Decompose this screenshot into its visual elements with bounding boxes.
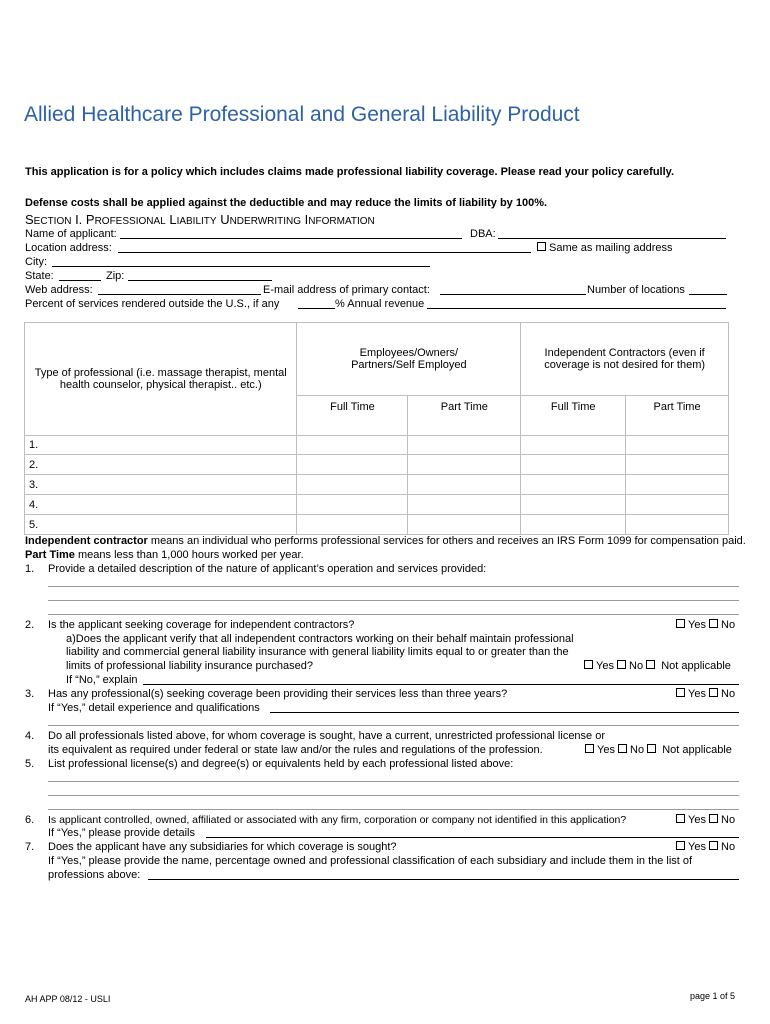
emp-full-time-header: Full Time: [297, 396, 408, 436]
table-cell[interactable]: [626, 515, 729, 535]
type-header: Type of professional (i.e. massage therapist, mental health counselor, physical therapist.. etc.): [25, 323, 297, 436]
table-cell[interactable]: [297, 436, 408, 455]
table-cell[interactable]: [297, 515, 408, 535]
table-cell[interactable]: [408, 495, 521, 515]
same-mailing-label: Same as mailing address: [549, 242, 673, 254]
q6-options: Yes No: [676, 814, 735, 826]
city-field[interactable]: [52, 256, 430, 267]
same-mailing-checkbox[interactable]: [537, 242, 546, 251]
table-row: [25, 436, 729, 455]
q2a-options: Yes No Not applicable: [584, 660, 731, 672]
q7-yes-checkbox[interactable]: [676, 841, 685, 850]
q3-detail-label: If “Yes,” detail experience and qualifications: [48, 702, 260, 714]
name-label: Name of applicant:: [25, 228, 117, 240]
q4-yes-checkbox[interactable]: [585, 744, 594, 753]
q7-number: 7.: [25, 841, 35, 853]
q7-text-line2: If “Yes,” please provide the name, percentage owned and professional classification of each subsidiary and include them in the list of: [48, 855, 693, 867]
location-field[interactable]: [118, 242, 531, 253]
q1-answer-line[interactable]: [48, 614, 739, 615]
table-cell[interactable]: [521, 495, 626, 515]
row-number: 5.: [25, 515, 297, 535]
q4-text-line2: its equivalent as required under federal or state law and/or the rules and regulations of the profession.: [48, 744, 543, 756]
state-label: State:: [25, 270, 54, 282]
email-field[interactable]: [440, 284, 586, 295]
q2a-text-line2: liability and commercial general liability insurance with general liability limits equal to or greater than the: [66, 646, 569, 658]
name-field[interactable]: [120, 228, 462, 239]
q1-number: 1.: [25, 563, 35, 575]
zip-label: Zip:: [106, 270, 125, 282]
q3-options: Yes No: [676, 688, 735, 700]
q7-options: Yes No: [676, 841, 735, 853]
q6-no-checkbox[interactable]: [709, 814, 718, 823]
row-number: 4.: [25, 495, 297, 515]
q6-yes-checkbox[interactable]: [676, 814, 685, 823]
q2-yes-checkbox[interactable]: [676, 619, 685, 628]
same-mailing-option: [537, 242, 673, 255]
q4-number: 4.: [25, 730, 35, 742]
q2a-no-checkbox[interactable]: [617, 660, 626, 669]
q2-number: 2.: [25, 619, 35, 631]
location-label: Location address:: [25, 242, 112, 254]
q1-text: Provide a detailed description of the nature of applicant’s operation and services provided:: [48, 563, 487, 575]
city-label: City:: [25, 256, 47, 268]
web-field[interactable]: [98, 284, 261, 295]
ic-part-time-header: Part Time: [626, 396, 729, 436]
table-cell[interactable]: [521, 515, 626, 535]
table-cell[interactable]: [626, 475, 729, 495]
q2a-explain-field[interactable]: [143, 674, 739, 685]
q2a-explain-label: If “No,” explain: [66, 674, 138, 686]
zip-field[interactable]: [128, 270, 272, 281]
table-row: [25, 475, 729, 495]
percent-field[interactable]: [298, 298, 335, 309]
q2-no-checkbox[interactable]: [709, 619, 718, 628]
state-field[interactable]: [59, 270, 101, 281]
q3-no-checkbox[interactable]: [709, 688, 718, 697]
table-row: [25, 495, 729, 515]
q5-answer-line[interactable]: [48, 795, 739, 796]
q4-text-line1: Do all professionals listed above, for whom coverage is sought, have a current, unrestricted professional license or: [48, 730, 606, 742]
table-cell[interactable]: [408, 475, 521, 495]
row-number: 2.: [25, 455, 297, 475]
q6-text: Is applicant controlled, owned, affiliated or associated with any firm, corporation or company not identified in this application?: [48, 814, 627, 826]
table-cell[interactable]: [408, 455, 521, 475]
ic-definition: Independent contractor means an individual who performs professional services for others and receives an IRS Form 1099 for compensation paid.: [25, 535, 746, 547]
q1-answer-line[interactable]: [48, 600, 739, 601]
email-label: E-mail address of primary contact:: [263, 284, 430, 296]
table-cell[interactable]: [626, 455, 729, 475]
section-heading: SECTION I. PROFESSIONAL LIABILITY UNDERWRITING INFORMATION: [25, 212, 375, 227]
q4-na-checkbox[interactable]: [647, 744, 656, 753]
table-cell[interactable]: [626, 436, 729, 455]
q2a-na-checkbox[interactable]: [646, 660, 655, 669]
q5-text: List professional license(s) and degree(s) or equivalents held by each professional listed above:: [48, 758, 514, 770]
dba-label: DBA:: [470, 228, 496, 240]
q3-detail-field[interactable]: [270, 702, 739, 713]
annual-revenue-field[interactable]: [427, 298, 726, 309]
pt-definition: Part Time means less than 1,000 hours worked per year.: [25, 549, 304, 561]
q3-yes-checkbox[interactable]: [676, 688, 685, 697]
q5-number: 5.: [25, 758, 35, 770]
page-title: Allied Healthcare Professional and General Liability Product: [24, 103, 580, 126]
dba-field[interactable]: [498, 228, 726, 239]
table-cell[interactable]: [297, 475, 408, 495]
q7-no-checkbox[interactable]: [709, 841, 718, 850]
professionals-table: [24, 322, 729, 535]
ic-full-time-header: Full Time: [521, 396, 626, 436]
q7-detail-field[interactable]: [148, 869, 739, 880]
table-row: [25, 455, 729, 475]
q6-number: 6.: [25, 814, 35, 826]
locations-label: Number of locations: [587, 284, 685, 296]
table-cell[interactable]: [626, 495, 729, 515]
q3-number: 3.: [25, 688, 35, 700]
annual-revenue-label: % Annual revenue: [335, 298, 425, 310]
q3-text: Has any professional(s) seeking coverage been providing their services less than three years?: [48, 688, 508, 700]
defense-costs-text: Defense costs shall be applied against the deductible and may reduce the limits of liability by 100%.: [25, 197, 548, 209]
q7-text: Does the applicant have any subsidiaries for which coverage is sought?: [48, 841, 397, 853]
q2a-text-line1: a)Does the applicant verify that all independent contractors working on their behalf maintain professional: [66, 633, 574, 645]
row-number: 1.: [25, 436, 297, 455]
percent-label: Percent of services rendered outside the U.S., if any: [25, 298, 280, 310]
q5-answer-line[interactable]: [48, 781, 739, 782]
employees-header: Employees/Owners/ Partners/Self Employed: [297, 323, 521, 396]
table-cell[interactable]: [521, 436, 626, 455]
locations-field[interactable]: [689, 284, 727, 295]
table-cell[interactable]: [521, 475, 626, 495]
q5-answer-line[interactable]: [48, 809, 739, 810]
table-cell[interactable]: [297, 455, 408, 475]
emp-part-time-header: Part Time: [408, 396, 521, 436]
q7-text-line3: professions above:: [48, 869, 141, 881]
page-number: page 1 of 5: [690, 991, 736, 1001]
q4-no-checkbox[interactable]: [618, 744, 627, 753]
table-cell[interactable]: [521, 455, 626, 475]
table-row: [25, 515, 729, 535]
q2-text: Is the applicant seeking coverage for independent contractors?: [48, 619, 355, 631]
q1-answer-line[interactable]: [48, 586, 739, 587]
q2a-yes-checkbox[interactable]: [584, 660, 593, 669]
table-cell[interactable]: [297, 495, 408, 515]
q2a-text-line3: limits of professional liability insurance purchased?: [66, 660, 314, 672]
table-cell[interactable]: [408, 436, 521, 455]
form-number: AH APP 08/12 - USLI: [25, 994, 111, 1004]
intro-text: This application is for a policy which includes claims made professional liability coverage. Please read your policy carefully.: [25, 166, 675, 178]
q2-options: Yes No: [676, 619, 735, 631]
q6-detail-field[interactable]: [206, 827, 739, 838]
contractors-header: Independent Contractors (even if coverage is not desired for them): [521, 323, 729, 396]
table-cell[interactable]: [408, 515, 521, 535]
q3-answer-line[interactable]: [48, 725, 739, 726]
row-number: 3.: [25, 475, 297, 495]
q4-options: Yes No Not applicable: [585, 744, 732, 756]
web-label: Web address:: [25, 284, 93, 296]
q6-detail-label: If “Yes,” please provide details: [48, 827, 195, 839]
